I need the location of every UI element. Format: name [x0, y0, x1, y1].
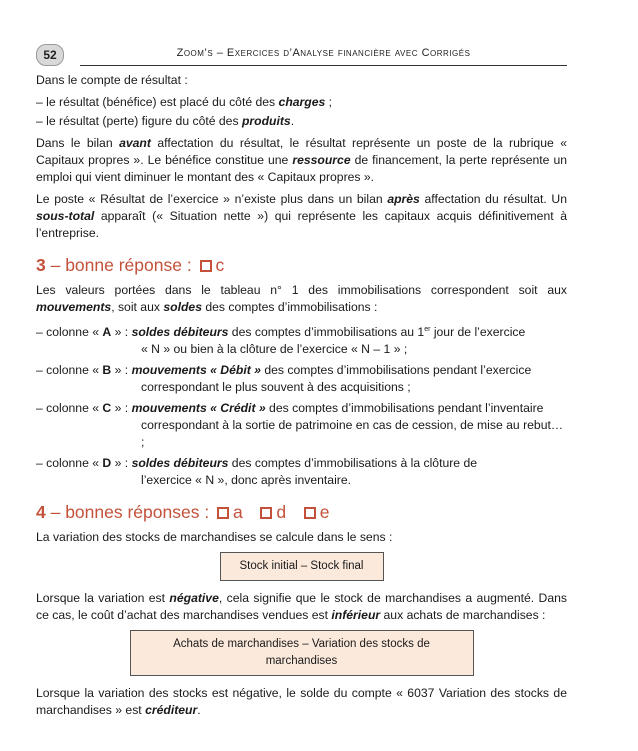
formula-box-stock: Stock initial – Stock final	[220, 552, 384, 581]
running-title: Zoom’s – Exercices d’Analyse financière avec Corrigés	[176, 47, 471, 59]
formula-box-achats: Achats de marchandises – Variation des stocks de marchandises	[130, 630, 474, 676]
paragraph-perte: – le résultat (perte) figure du côté des produits.	[36, 114, 295, 128]
column-c-item: – colonne « C » : mouvements « Crédit » des comptes d’immobilisations pendant l’inventaire correspondant à la sortie de patrimoine en cas de cession, de mise au rebut… ;	[36, 401, 564, 450]
column-a-item: – colonne « A » : soldes débiteurs des comptes d’immobilisations au 1er jour de l’exercice « N » ou bien à la clôture de l’exercice « N – 1 » ;	[36, 325, 526, 357]
column-b-item: – colonne « B » : mouvements « Débit » des comptes d’immobilisations pendant l’exercice correspondant le plus souvent à des acquisitions ;	[36, 363, 532, 395]
paragraph-intro: Dans le compte de résultat :	[36, 73, 188, 87]
paragraph-bilan-avant: Dans le bilan avant affectation du résultat, le résultat représente un poste de la rubrique « Capitaux propres ». Le bénéfice constitue une ressource de financement, la perte représente un emploi qui vient diminuer le montant des « Capitaux propres ».	[36, 136, 567, 184]
page-header	[36, 44, 567, 68]
paragraph-negative: Lorsque la variation est négative, cela signifie que le stock de marchandises a augmenté. Dans ce cas, le coût d’achat des marchandises vendues est inférieur aux achats de marchandises :	[36, 591, 567, 623]
paragraph-benefice: – le résultat (bénéfice) est placé du côté des charges ;	[36, 95, 333, 109]
column-d-item: – colonne « D » : soldes débiteurs des comptes d’immobilisations à la clôture de l’exercice « N », donc après inventaire.	[36, 456, 478, 488]
paragraph-tableau: Les valeurs portées dans le tableau n° 1 des immobilisations correspondent soit aux mouvements, soit aux soldes des comptes d’immobilisations :	[36, 283, 567, 314]
checkbox-icon	[200, 260, 212, 272]
checkbox-icon	[260, 507, 272, 519]
paragraph-variation: La variation des stocks de marchandises se calcule dans le sens :	[36, 530, 393, 545]
checkbox-icon	[304, 507, 316, 519]
checkbox-icon	[217, 507, 229, 519]
paragraph-bilan-apres: Le poste « Résultat de l’exercice » n’existe plus dans un bilan après affectation du résultat. Un sous-total apparaît (« Situation nette ») qui représente les capitaux acquis définitivement à l’entreprise.	[36, 192, 567, 240]
section-4-heading: 4 – bonnes réponses : a d e	[36, 502, 330, 523]
section-3-heading: 3 – bonne réponse : c	[36, 255, 225, 275]
header-rule	[80, 65, 567, 66]
paragraph-solde: Lorsque la variation des stocks est négative, le solde du compte « 6037 Variation des stocks de marchandises » est créditeur.	[36, 686, 567, 718]
page-body	[36, 72, 567, 724]
page-number: 52	[36, 44, 64, 66]
